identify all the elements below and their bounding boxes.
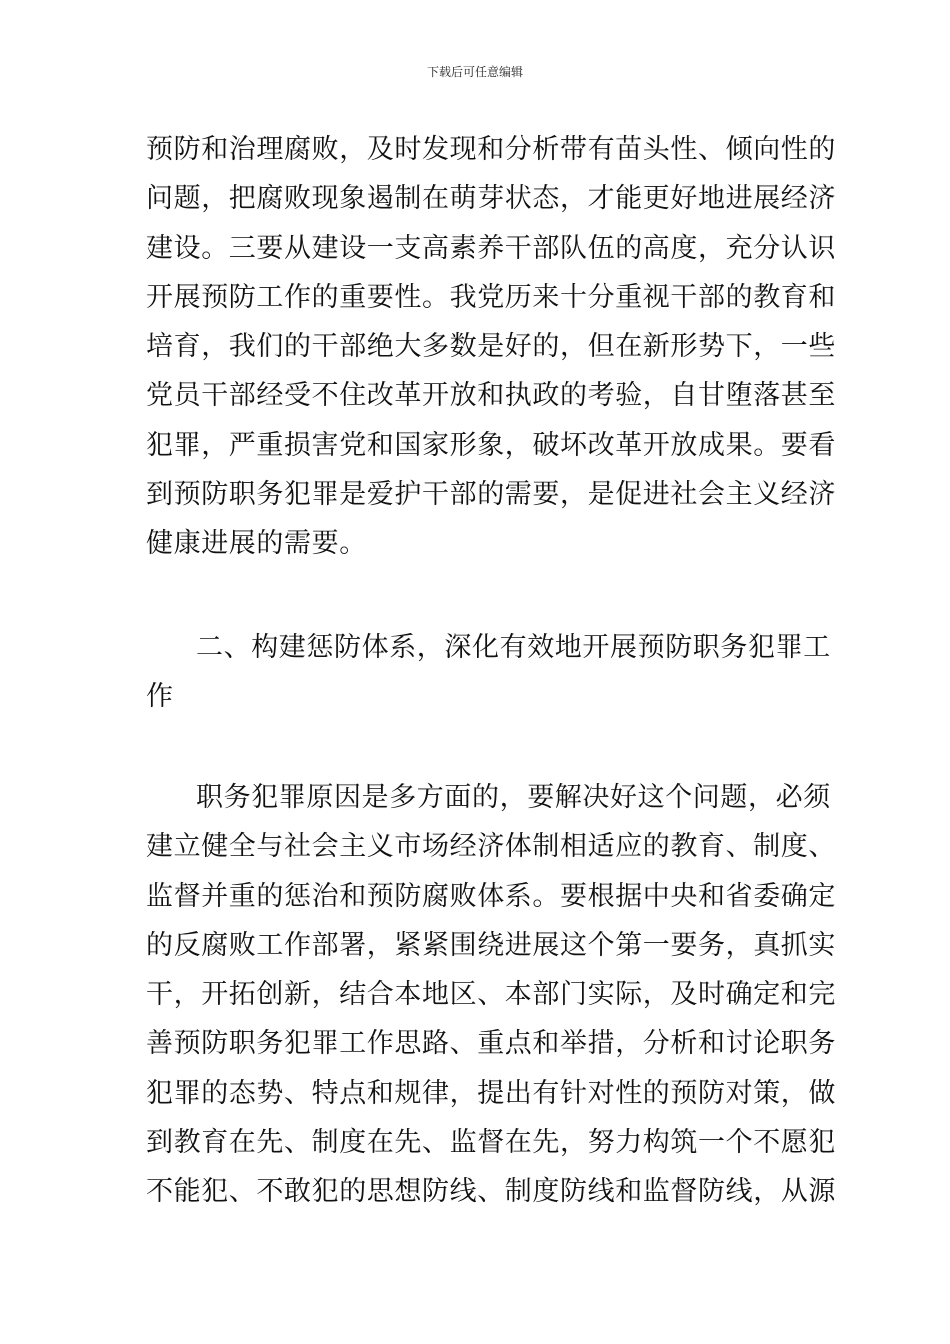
text-line: 党员干部经受不住改革开放和执政的考验，自甘堕落甚至 bbox=[146, 380, 836, 412]
page-header: 下载后可任意编辑 bbox=[426, 65, 523, 79]
text-line: 预防和治理腐败，及时发现和分析带有苗头性、倾向性的 bbox=[146, 134, 836, 165]
text-line: 到教育在先、制度在先、监督在先，努力构筑一个不愿犯 bbox=[146, 1127, 836, 1159]
heading-line: 作 bbox=[146, 681, 174, 713]
text-line: 培育，我们的干部绝大多数是好的，但在新形势下，一些 bbox=[146, 331, 836, 363]
text-line: 建设。三要从建设一支高素养干部队伍的高度，充分认识 bbox=[146, 232, 836, 264]
paragraph bbox=[146, 773, 836, 1217]
text-line: 不能犯、不敢犯的思想防线、制度防线和监督防线，从源 bbox=[146, 1176, 836, 1208]
text-line: 的反腐败工作部署，紧紧围绕进展这个第一要务，真抓实 bbox=[146, 929, 836, 961]
text-line: 善预防职务犯罪工作思路、重点和举措，分析和讨论职务 bbox=[146, 1028, 836, 1060]
text-line: 问题，把腐败现象遏制在萌芽状态，才能更好地进展经济 bbox=[146, 183, 836, 215]
heading-line: 二、构建惩防体系，深化有效地开展预防职务犯罪工 bbox=[196, 632, 831, 663]
text-line: 干，开拓创新，结合本地区、本部门实际，及时确定和完 bbox=[146, 979, 836, 1011]
section-heading bbox=[146, 623, 831, 722]
text-line: 健康进展的需要。 bbox=[146, 528, 367, 560]
text-line: 监督并重的惩治和预防腐败体系。要根据中央和省委确定 bbox=[146, 880, 836, 912]
text-line: 到预防职务犯罪是爱护干部的需要，是促进社会主义经济 bbox=[146, 479, 836, 511]
text-line: 职务犯罪原因是多方面的，要解决好这个问题，必须 bbox=[196, 782, 831, 813]
text-line: 开展预防工作的重要性。我党历来十分重视干部的教育和 bbox=[146, 281, 836, 313]
text-line: 犯罪的态势、特点和规律，提出有针对性的预防对策，做 bbox=[146, 1077, 836, 1109]
paragraph-continuation bbox=[146, 125, 836, 569]
text-line: 犯罪，严重损害党和国家形象，破坏改革开放成果。要看 bbox=[146, 429, 836, 461]
text-line: 建立健全与社会主义市场经济体制相适应的教育、制度、 bbox=[146, 831, 836, 863]
